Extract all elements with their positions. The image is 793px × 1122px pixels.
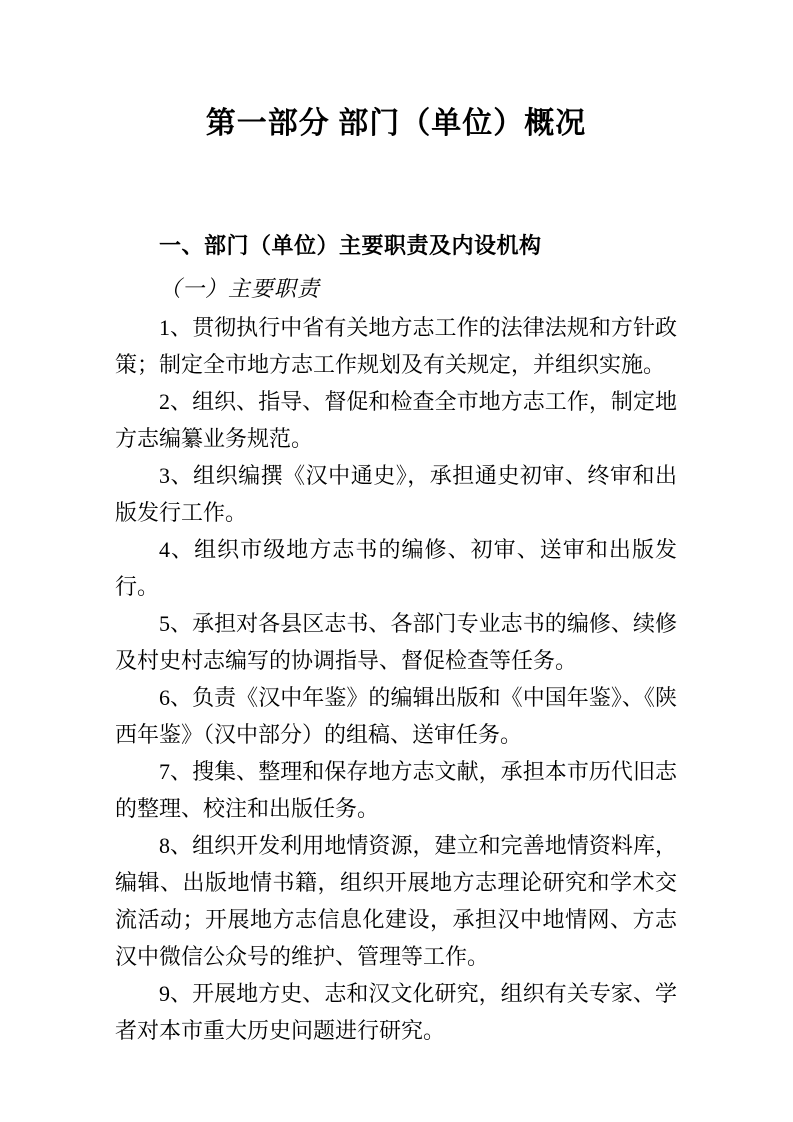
duty-paragraph: 6、负责《汉中年鉴》的编辑出版和《中国年鉴》、《陕西年鉴》（汉中部分）的组稿、送审任务。 (115, 685, 677, 747)
section-heading: 一、部门（单位）主要职责及内设机构 (159, 233, 542, 258)
document-title: 第一部分 部门（单位）概况 (205, 107, 587, 140)
duty-paragraph: 1、贯彻执行中省有关地方志工作的法律法规和方针政策；制定全市地方志工作规划及有关规定，并组织实施。 (115, 315, 677, 377)
duty-paragraph: 3、组织编撰《汉中通史》，承担通史初审、终审和出版发行工作。 (115, 463, 677, 525)
subsection-heading: （一）主要职责 (159, 276, 321, 301)
duty-paragraph: 8、组织开发利用地情资源，建立和完善地情资料库，编辑、出版地情书籍，组织开展地方志理论研究和学术交流活动；开展地方志信息化建设，承担汉中地情网、方志汉中微信公众号的维护、管理等工作。 (115, 833, 677, 969)
duty-paragraph: 4、组织市级地方志书的编修、初审、送审和出版发行。 (115, 537, 677, 599)
duty-paragraph: 7、搜集、整理和保存地方志文献，承担本市历代旧志的整理、校注和出版任务。 (115, 759, 677, 821)
duties-list (115, 309, 677, 1049)
duty-paragraph: 9、开展地方史、志和汉文化研究，组织有关专家、学者对本市重大历史问题进行研究。 (115, 981, 677, 1043)
duty-paragraph: 2、组织、指导、督促和检查全市地方志工作，制定地方志编纂业务规范。 (115, 389, 677, 451)
duty-paragraph: 5、承担对各县区志书、各部门专业志书的编修、续修及村史村志编写的协调指导、督促检查等任务。 (115, 611, 677, 673)
